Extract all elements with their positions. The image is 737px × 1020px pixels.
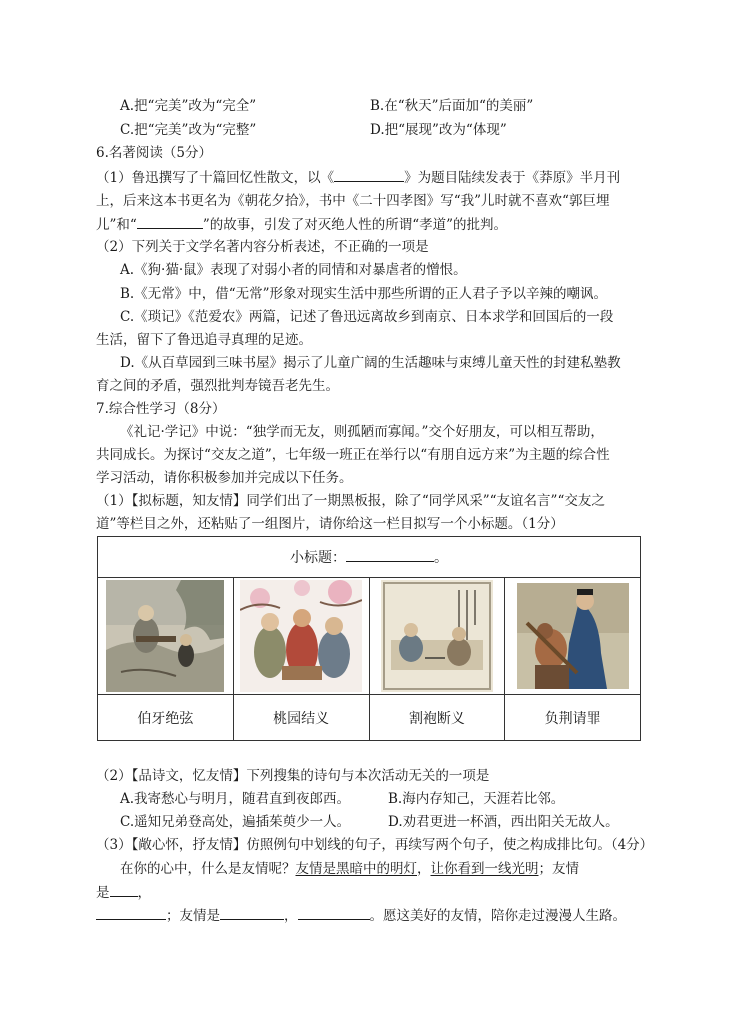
example-continue: ；友情 [538, 861, 579, 877]
q7-intro-line3: 学习活动，请你积极参加并完成以下任务。 [96, 470, 353, 486]
q7-option-a: A.我寄愁心与明月，随君直到夜郎西。 [120, 791, 351, 807]
q7-part1-line1: （1）【拟标题，知友情】同学们出了一期黑板报，除了“同学风采”“友谊名言”“交友之 [96, 493, 605, 509]
picture-table [97, 536, 641, 741]
caption-boya: 伯牙绝弦 [98, 695, 234, 741]
picture-cell-3 [369, 578, 505, 695]
q6-option-a: A.《狗·猫·鼠》表现了对弱小者的同情和对暴虐者的憎恨。 [120, 262, 467, 278]
q6-part1-text-c: 儿”和“ [96, 217, 137, 233]
q7-part1-line2: 道”等栏目之外，还粘贴了一组图片，请你给这一栏目拟写一个小标题。（1分） [96, 516, 564, 532]
q6-blank-2[interactable] [137, 214, 203, 229]
picture-cell-1 [98, 578, 234, 695]
q6-heading: 6.名著阅读（5分） [96, 145, 212, 161]
example-comma: ， [417, 861, 431, 877]
subtitle-label: 小标题： [290, 550, 346, 566]
q6-option-b: B.《无常》中，借“无常”形象对现实生活中那些所谓的正人君子予以辛辣的嘲讽。 [120, 286, 608, 302]
q6-part1-text-b: 》为题目陆续发表于《莽原》半月刊 [404, 170, 621, 186]
answer-blank-2[interactable] [96, 905, 166, 920]
answer-blank-1[interactable] [110, 882, 138, 897]
q6-option-c-line1: C.《琐记》《范爱农》两篇，记述了鲁迅远离故乡到南京、日本求学和回国后的一段 [120, 309, 614, 325]
boya-guqin-image [106, 580, 224, 692]
example-line2-start: 是 [96, 885, 110, 901]
answer-blank-4[interactable] [298, 905, 370, 920]
caption-geping: 割袍断义 [369, 695, 505, 741]
q6-part1-line3 [96, 214, 507, 235]
q7-example-line3 [96, 905, 626, 926]
taoyuan-oath-image [240, 580, 362, 692]
example-underlined-1: 友情是黑暗中的明灯 [295, 861, 417, 877]
q6-option-d-line2: 育之间的矛盾，强烈批判寿镜吾老先生。 [96, 378, 339, 394]
q6-option-d-line1: D.《从百草园到三味书屋》揭示了儿童广阔的生活趣味与束缚儿童天性的封建私塾教 [120, 355, 621, 371]
fujing-qingzui-image [517, 583, 629, 689]
q7-intro-line1: 《礼记·学记》中说：“独学而无友，则孤陋而寡闻。”交个好朋友，可以相互帮助， [120, 424, 604, 440]
q7-intro-line2: 共同成长。为探讨“交友之道”，七年级一班正在举行以“有朋自远方来”为主题的综合性 [96, 447, 610, 463]
q6-blank-1[interactable] [334, 167, 404, 182]
example-line2-end: ， [137, 885, 151, 901]
q6-part1-text-a: （1）鲁迅撰写了十篇回忆性散文，以《 [96, 170, 335, 186]
q5-option-a: A.把“完美”改为“完全” [120, 98, 257, 114]
q5-option-b: B.在“秋天”后面加“的美丽” [370, 98, 534, 114]
example-line3-a: ；友情是 [166, 908, 220, 924]
subtitle-cell [98, 537, 641, 578]
q7-heading: 7.综合性学习（8分） [96, 401, 226, 417]
q6-part1-text-d: ”的故事，引发了对灭绝人性的所谓“孝道”的批判。 [202, 217, 508, 233]
example-question: 在你的心中，什么是友情呢？ [120, 861, 296, 877]
answer-blank-3[interactable] [220, 905, 284, 920]
picture-cell-4 [505, 578, 641, 695]
q6-part1-line2: 上，后来这本书更名为《朝花夕拾》，书中《二十四孝图》写“我”儿时就不喜欢“郭巨埋 [96, 193, 610, 209]
q5-option-d: D.把“展现”改为“体现” [370, 122, 507, 138]
caption-fujing: 负荆请罪 [505, 695, 641, 741]
subtitle-end: 。 [434, 550, 448, 566]
q7-example-line2 [96, 882, 151, 903]
q6-part1-line1 [96, 167, 620, 188]
q7-part2: （2）【品诗文，忆友情】下列搜集的诗句与本次活动无关的一项是 [96, 768, 490, 784]
example-line3-b: ， [284, 908, 298, 924]
subtitle-blank[interactable] [346, 547, 434, 562]
example-underlined-2: 让你看到一线光明 [430, 861, 539, 877]
caption-taoyuan: 桃园结义 [233, 695, 369, 741]
geping-duanyi-image [381, 580, 493, 692]
q7-example-line1 [120, 859, 579, 879]
q7-part3: （3）【敞心怀，抒友情】仿照例句中划线的句子，再续写两个句子，使之构成排比句。（4分） [96, 837, 654, 853]
q5-option-c: C.把“完美”改为“完整” [120, 122, 257, 138]
picture-cell-2 [233, 578, 369, 695]
example-line3-c: 。愿这美好的友情，陪你走过漫漫人生路。 [369, 908, 626, 924]
q7-option-d: D.劝君更进一杯酒，西出阳关无故人。 [388, 814, 619, 830]
q6-option-c-line2: 生活，留下了鲁迅追寻真理的足迹。 [96, 332, 312, 348]
q7-option-c: C.遥知兄弟登高处，遍插茱萸少一人。 [120, 814, 351, 830]
q6-part2: （2）下列关于文学名著内容分析表述，不正确的一项是 [96, 239, 429, 255]
q7-option-b: B.海内存知己，天涯若比邻。 [388, 791, 565, 807]
